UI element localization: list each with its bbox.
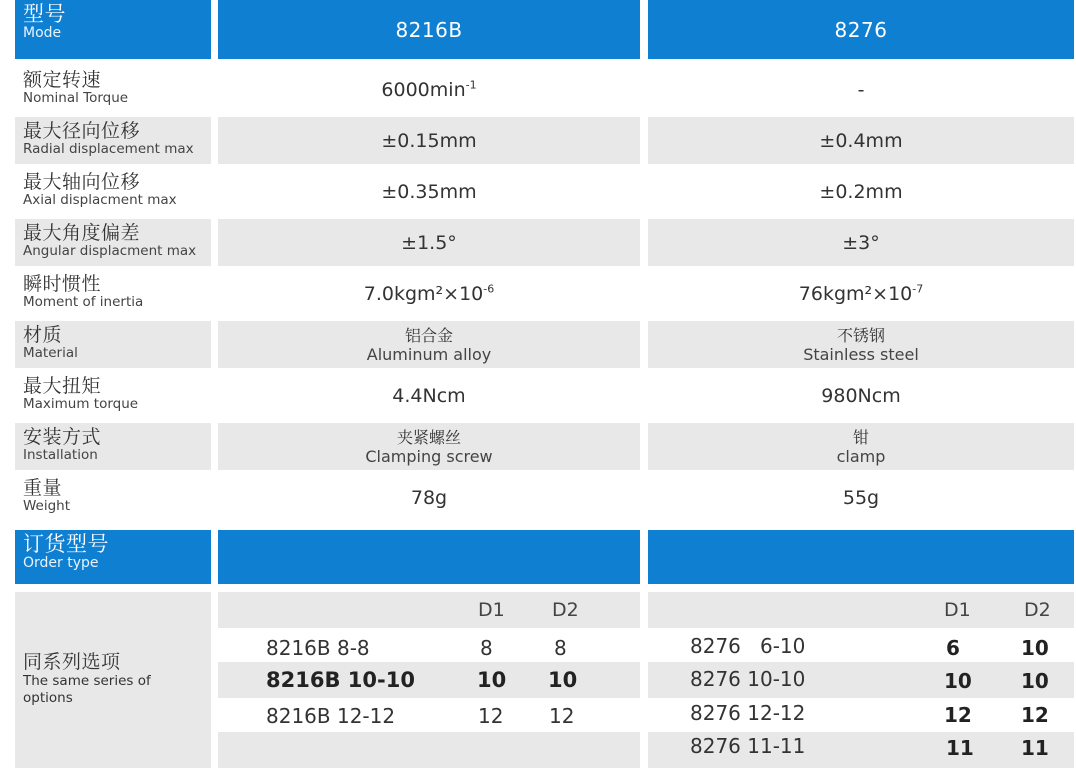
spec-value-b bbox=[648, 372, 1074, 419]
series-label-cell bbox=[15, 592, 211, 768]
spec-value-b bbox=[648, 219, 1074, 266]
series-b-option-d1: 6 bbox=[946, 636, 960, 660]
mode-header-cell bbox=[15, 0, 211, 59]
series-a-d1-header: D1 bbox=[478, 599, 505, 621]
spec-label-en: Axial displacment max bbox=[23, 192, 177, 208]
spec-value-text: ±1.5° bbox=[401, 231, 457, 254]
order-type-en: Order type bbox=[23, 555, 99, 571]
series-b-option-d1: 12 bbox=[944, 703, 972, 727]
spec-value-exponent: -6 bbox=[483, 282, 495, 296]
spec-value-text: 78g bbox=[410, 486, 448, 509]
spec-row-label bbox=[15, 321, 211, 368]
spec-label-en: Radial displacement max bbox=[23, 141, 194, 157]
spec-label-en: Moment of inertia bbox=[23, 294, 144, 310]
series-a-option-d2: 12 bbox=[549, 704, 575, 728]
spec-label-cn: 安装方式 bbox=[23, 426, 102, 448]
spec-value-b bbox=[648, 66, 1074, 113]
series-a-option-name: 8216B 12-12 bbox=[266, 704, 396, 728]
spec-label-cn: 最大径向位移 bbox=[23, 120, 141, 142]
series-a-option-d1: 12 bbox=[478, 704, 504, 728]
series-a-d2-header: D2 bbox=[552, 599, 579, 621]
spec-label-en: Weight bbox=[23, 498, 71, 514]
series-a-option-d1: 8 bbox=[480, 636, 493, 660]
order-type-cn: 订货型号 bbox=[23, 532, 109, 556]
spec-value-b bbox=[648, 270, 1074, 317]
spec-value-text: 4.4Ncm bbox=[392, 384, 466, 407]
spec-row-label bbox=[15, 270, 211, 317]
order-type-header-cell bbox=[15, 530, 211, 584]
spec-label-en: Nominal Torque bbox=[23, 90, 129, 106]
spec-value-text: ±0.15mm bbox=[381, 129, 477, 152]
spec-label-cn: 最大扭矩 bbox=[23, 375, 102, 397]
spec-value-b bbox=[648, 321, 1074, 368]
spec-row-label bbox=[15, 66, 211, 113]
order-type-b-cell bbox=[648, 530, 1074, 584]
spec-value-text: ±3° bbox=[842, 231, 880, 254]
model-a-header: 8216B bbox=[218, 0, 640, 59]
series-a-option-d1: 10 bbox=[477, 668, 507, 692]
spec-row-label bbox=[15, 423, 211, 470]
spec-value-text: 不锈钢 bbox=[836, 325, 885, 345]
spec-value-text: 铝合金 bbox=[404, 325, 453, 345]
model-b-header: 8276 bbox=[648, 0, 1074, 59]
spec-value-text: 夹紧螺丝 bbox=[396, 427, 461, 447]
spec-label-en: Installation bbox=[23, 447, 98, 463]
spec-row-label bbox=[15, 117, 211, 164]
spec-value-a bbox=[218, 423, 640, 470]
spec-value-a bbox=[218, 66, 640, 113]
spec-label-en: Material bbox=[23, 345, 78, 361]
spec-value-en: clamp bbox=[836, 446, 886, 466]
spec-value-b bbox=[648, 117, 1074, 164]
series-b-option-d1: 11 bbox=[946, 736, 974, 760]
spec-value-en: Aluminum alloy bbox=[366, 344, 492, 364]
spec-value-text: 6000min bbox=[381, 78, 466, 101]
spec-value-b bbox=[648, 423, 1074, 470]
spec-value-b bbox=[648, 474, 1074, 521]
series-b-d2-header: D2 bbox=[1024, 599, 1051, 621]
series-b-option-d2: 11 bbox=[1021, 736, 1049, 760]
series-b-option-d2: 12 bbox=[1021, 703, 1049, 727]
series-a-option-d2: 8 bbox=[554, 636, 567, 660]
series-a-band bbox=[218, 732, 640, 768]
mode-header-en: Mode bbox=[23, 25, 62, 41]
spec-label-cn: 最大角度偏差 bbox=[23, 222, 141, 244]
spec-label-en: Angular displacment max bbox=[23, 243, 197, 259]
spec-value-text: - bbox=[857, 78, 865, 101]
series-a-option-name: 8216B 8-8 bbox=[266, 636, 370, 660]
series-b-option-name: 8276 6-10 bbox=[690, 634, 806, 658]
spec-value-text: 钳 bbox=[852, 427, 869, 447]
order-type-a-cell bbox=[218, 530, 640, 584]
series-b-option-d1: 10 bbox=[944, 669, 972, 693]
spec-value-text: ±0.35mm bbox=[381, 180, 477, 203]
spec-value-exponent: -7 bbox=[912, 282, 924, 296]
series-a-option-name: 8216B 10-10 bbox=[266, 668, 415, 692]
series-b-option-name: 8276 12-12 bbox=[690, 701, 806, 725]
spec-value-text: ±0.2mm bbox=[819, 180, 903, 203]
series-b-d1-header: D1 bbox=[944, 599, 971, 621]
spec-label-cn: 重量 bbox=[23, 477, 63, 499]
spec-label-en: Maximum torque bbox=[23, 396, 139, 412]
series-cn: 同系列选项 bbox=[23, 651, 121, 673]
spec-label-cn: 材质 bbox=[23, 324, 63, 346]
series-a-option-d2: 10 bbox=[548, 668, 578, 692]
series-b-option-d2: 10 bbox=[1021, 636, 1049, 660]
spec-value-a bbox=[218, 168, 640, 215]
mode-header-cn: 型号 bbox=[23, 2, 66, 26]
series-b-band bbox=[648, 592, 1074, 628]
series-b-option-name: 8276 11-11 bbox=[690, 734, 806, 758]
spec-value-text: 76kgm²×10 bbox=[798, 282, 913, 305]
spec-value-a bbox=[218, 474, 640, 521]
spec-value-a bbox=[218, 321, 640, 368]
spec-label-cn: 瞬时惯性 bbox=[23, 273, 102, 295]
spec-value-text: 55g bbox=[842, 486, 880, 509]
spec-value-a bbox=[218, 270, 640, 317]
spec-label-cn: 最大轴向位移 bbox=[23, 171, 141, 193]
spec-value-text: ±0.4mm bbox=[819, 129, 903, 152]
spec-value-exponent: -1 bbox=[465, 78, 477, 92]
spec-value-text: 980Ncm bbox=[821, 384, 901, 407]
spec-row-label bbox=[15, 219, 211, 266]
spec-value-a bbox=[218, 117, 640, 164]
spec-label-cn: 额定转速 bbox=[23, 69, 102, 91]
spec-row-label bbox=[15, 168, 211, 215]
spec-value-en: Stainless steel bbox=[803, 344, 919, 364]
spec-value-a bbox=[218, 372, 640, 419]
spec-row-label bbox=[15, 474, 211, 521]
spec-value-b bbox=[648, 168, 1074, 215]
spec-value-text: 7.0kgm²×10 bbox=[363, 282, 484, 305]
series-en: The same series of options bbox=[23, 673, 151, 706]
series-b-option-d2: 10 bbox=[1021, 669, 1049, 693]
spec-value-a bbox=[218, 219, 640, 266]
spec-row-label bbox=[15, 372, 211, 419]
series-b-option-name: 8276 10-10 bbox=[690, 667, 806, 691]
spec-value-en: Clamping screw bbox=[365, 446, 493, 466]
